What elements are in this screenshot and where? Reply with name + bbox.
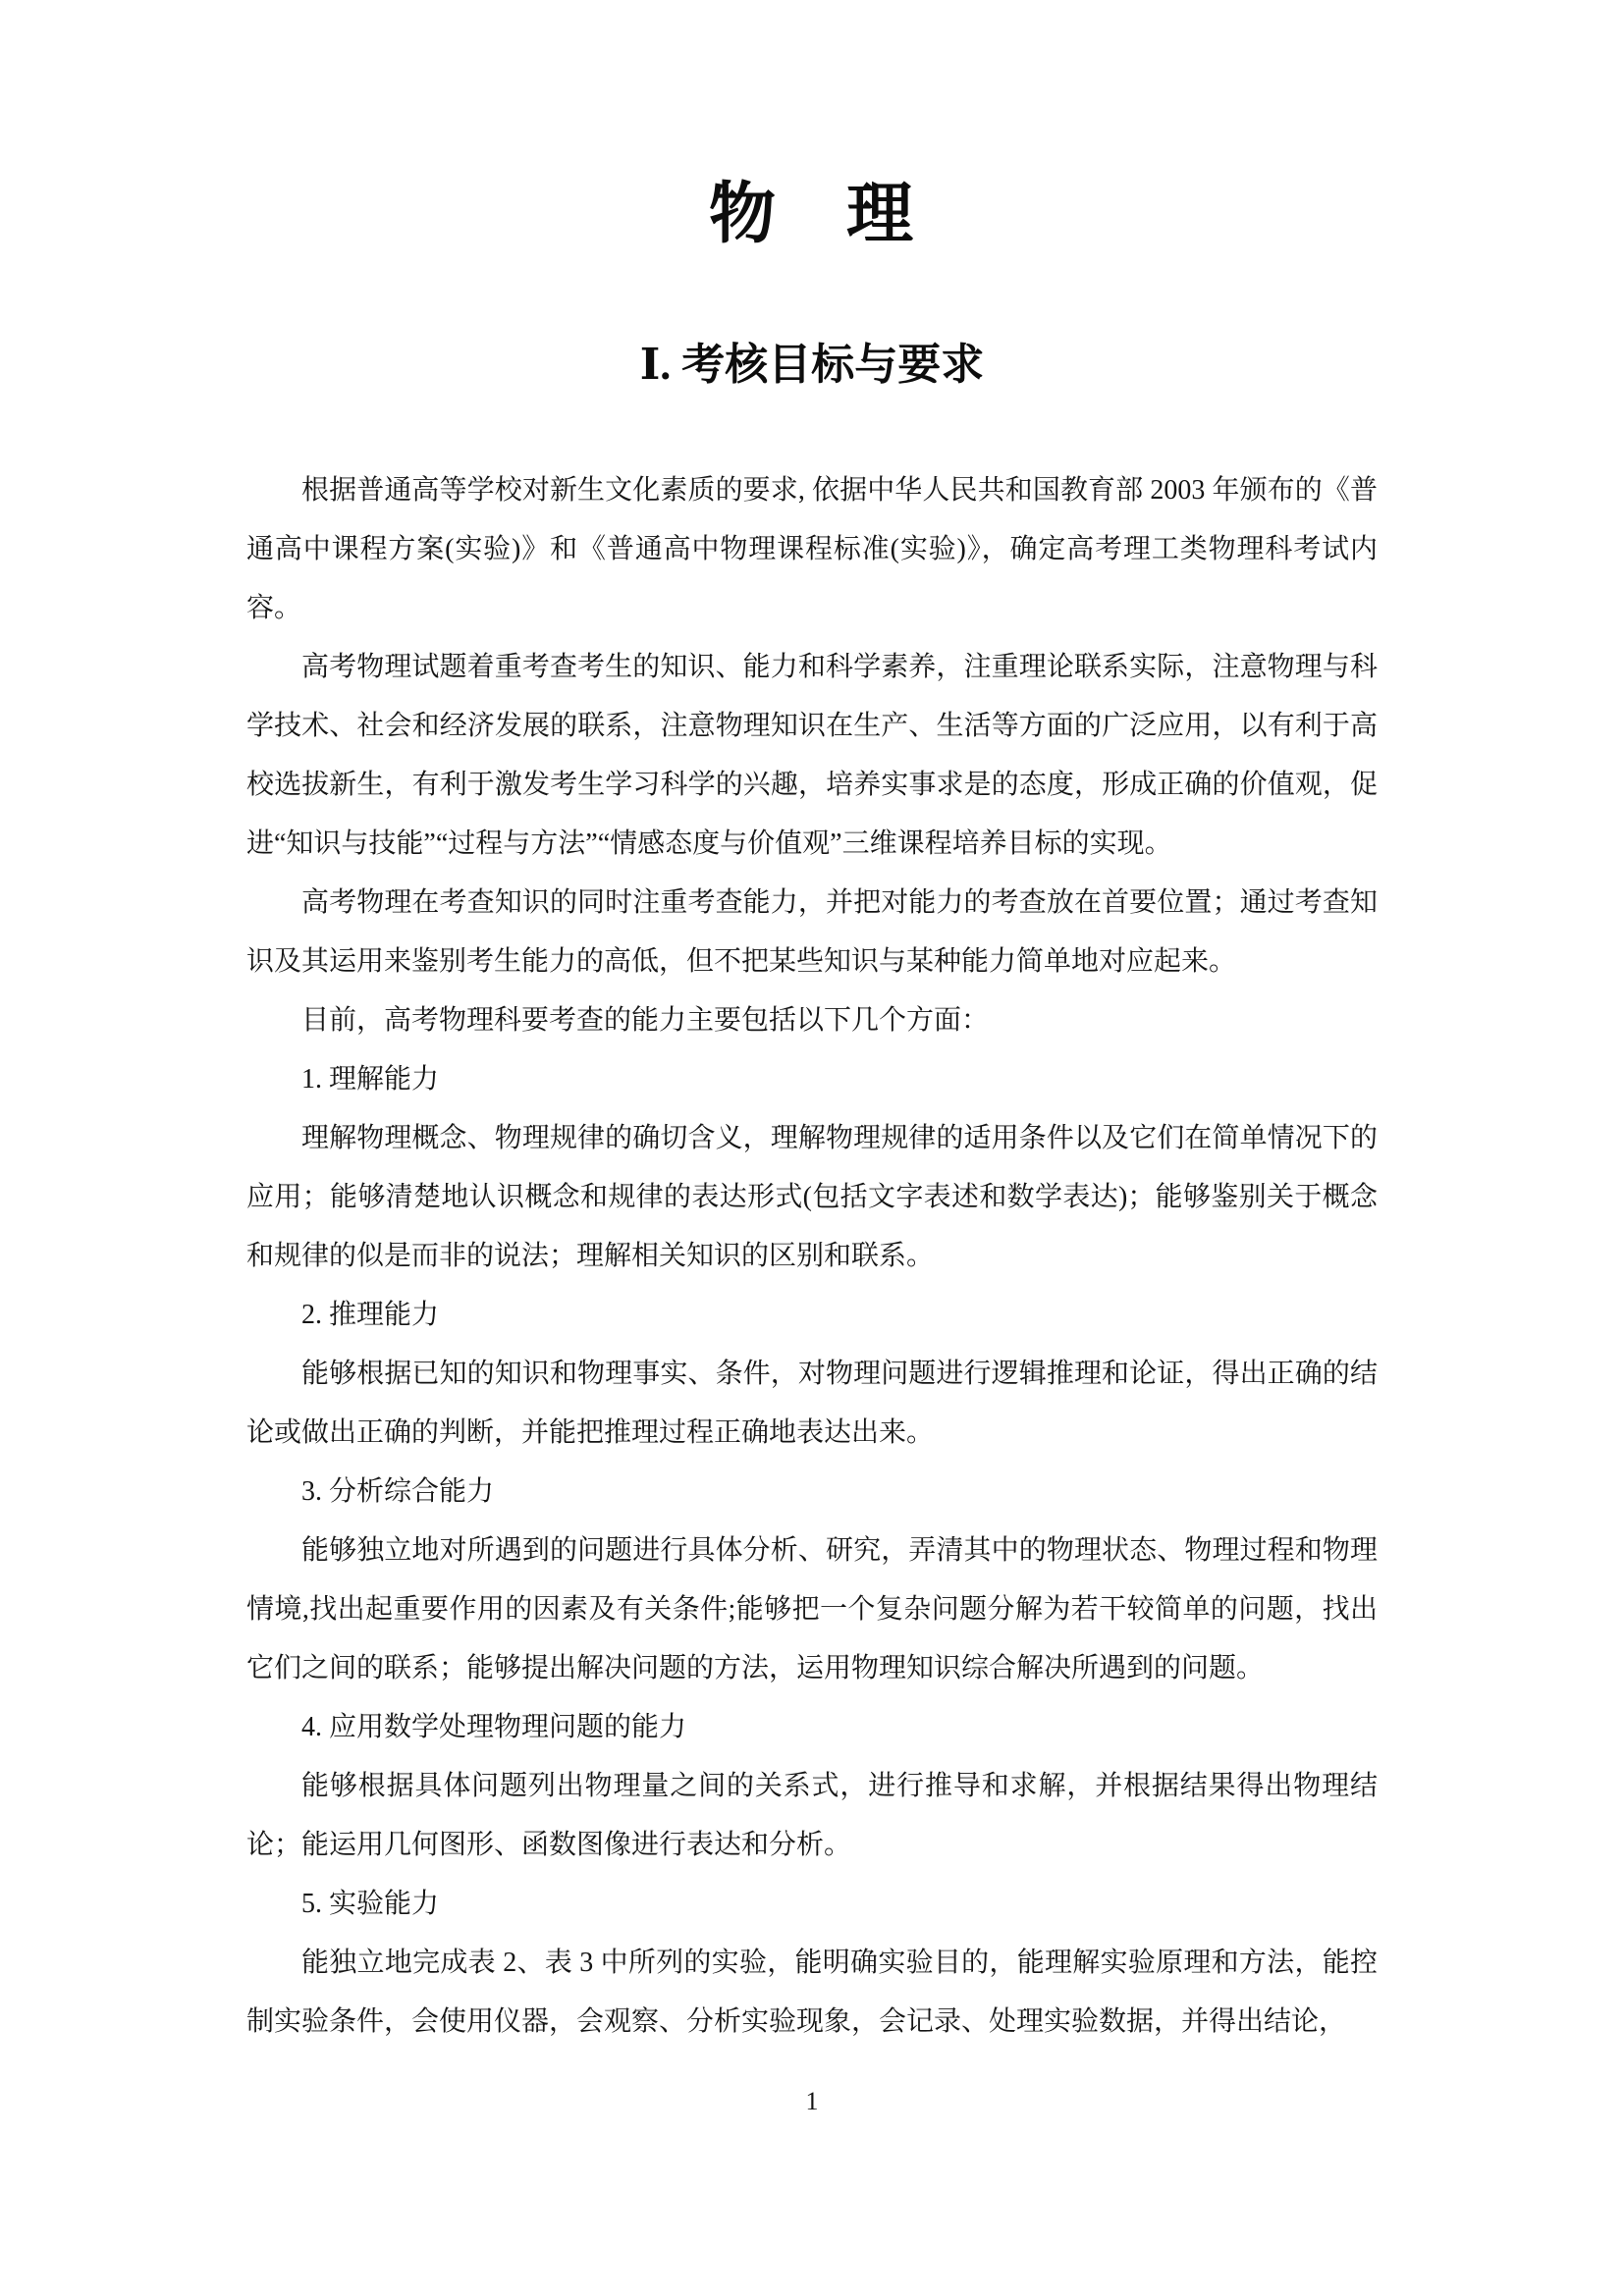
paragraph: 高考物理试题着重考查考生的知识、能力和科学素养，注重理论联系实际，注意物理与科学技术、社会和经济发展的联系，注意物理知识在生产、生活等方面的广泛应用，以有利于高校选拔新生，有利于激发考生学习科学的兴趣，培养实事求是的态度，形成正确的价值观，促进“知识与技能”“过程与方法”“情感态度与价值观”三维课程培养目标的实现。 — [246, 652, 1378, 860]
paragraph: 能够根据已知的知识和物理事实、条件，对物理问题进行逻辑推理和论证，得出正确的结论或做出正确的判断，并能把推理过程正确地表达出来。 — [246, 1359, 1378, 1449]
page-footer — [0, 2087, 1624, 2116]
paragraph: 1. 理解能力 — [301, 1064, 440, 1095]
paragraph: 高考物理在考查知识的同时注重考查能力，并把对能力的考查放在首要位置；通过考查知识及其运用来鉴别考生能力的高低，但不把某些知识与某种能力简单地对应起来。 — [246, 887, 1378, 978]
page-number: 1 — [805, 2087, 819, 2115]
paragraph: 目前，高考物理科要考查的能力主要包括以下几个方面： — [301, 1005, 990, 1037]
paragraph: 根据普通高等学校对新生文化素质的要求, 依据中华人民共和国教育部 2003 年颁布的《普通高中课程方案(实验)》和《普通高中物理课程标准(实验)》，确定高考理工类物理科考试内容。 — [246, 475, 1378, 624]
paragraph: 能独立地完成表 2、表 3 中所列的实验，能明确实验目的，能理解实验原理和方法，能控制实验条件，会使用仪器，会观察、分析实验现象，会记录、处理实验数据，并得出结论， — [246, 1948, 1378, 2038]
paragraph: 能够独立地对所遇到的问题进行具体分析、研究，弄清其中的物理状态、物理过程和物理情境,找出起重要作用的因素及有关条件;能够把一个复杂问题分解为若干较简单的问题，找出它们之间的联系；能够提出解决问题的方法，运用物理知识综合解决所遇到的问题。 — [246, 1535, 1378, 1684]
paragraph: 能够根据具体问题列出物理量之间的关系式，进行推导和求解，并根据结果得出物理结论；能运用几何图形、函数图像进行表达和分析。 — [246, 1771, 1378, 1861]
paragraph: 5. 实验能力 — [301, 1889, 440, 1920]
document-title: 物 理 — [708, 177, 915, 251]
paragraph: 2. 推理能力 — [301, 1300, 440, 1331]
document-body — [246, 461, 1378, 2052]
paragraph: 3. 分析综合能力 — [301, 1476, 495, 1508]
section-heading: Ⅰ. 考核目标与要求 — [639, 340, 985, 389]
paragraph: 4. 应用数学处理物理问题的能力 — [301, 1712, 687, 1743]
paragraph: 理解物理概念、物理规律的确切含义，理解物理规律的适用条件以及它们在简单情况下的应用；能够清楚地认识概念和规律的表达形式(包括文字表述和数学表达)；能够鉴别关于概念和规律的似是而非的说法；理解相关知识的区别和联系。 — [246, 1123, 1378, 1272]
